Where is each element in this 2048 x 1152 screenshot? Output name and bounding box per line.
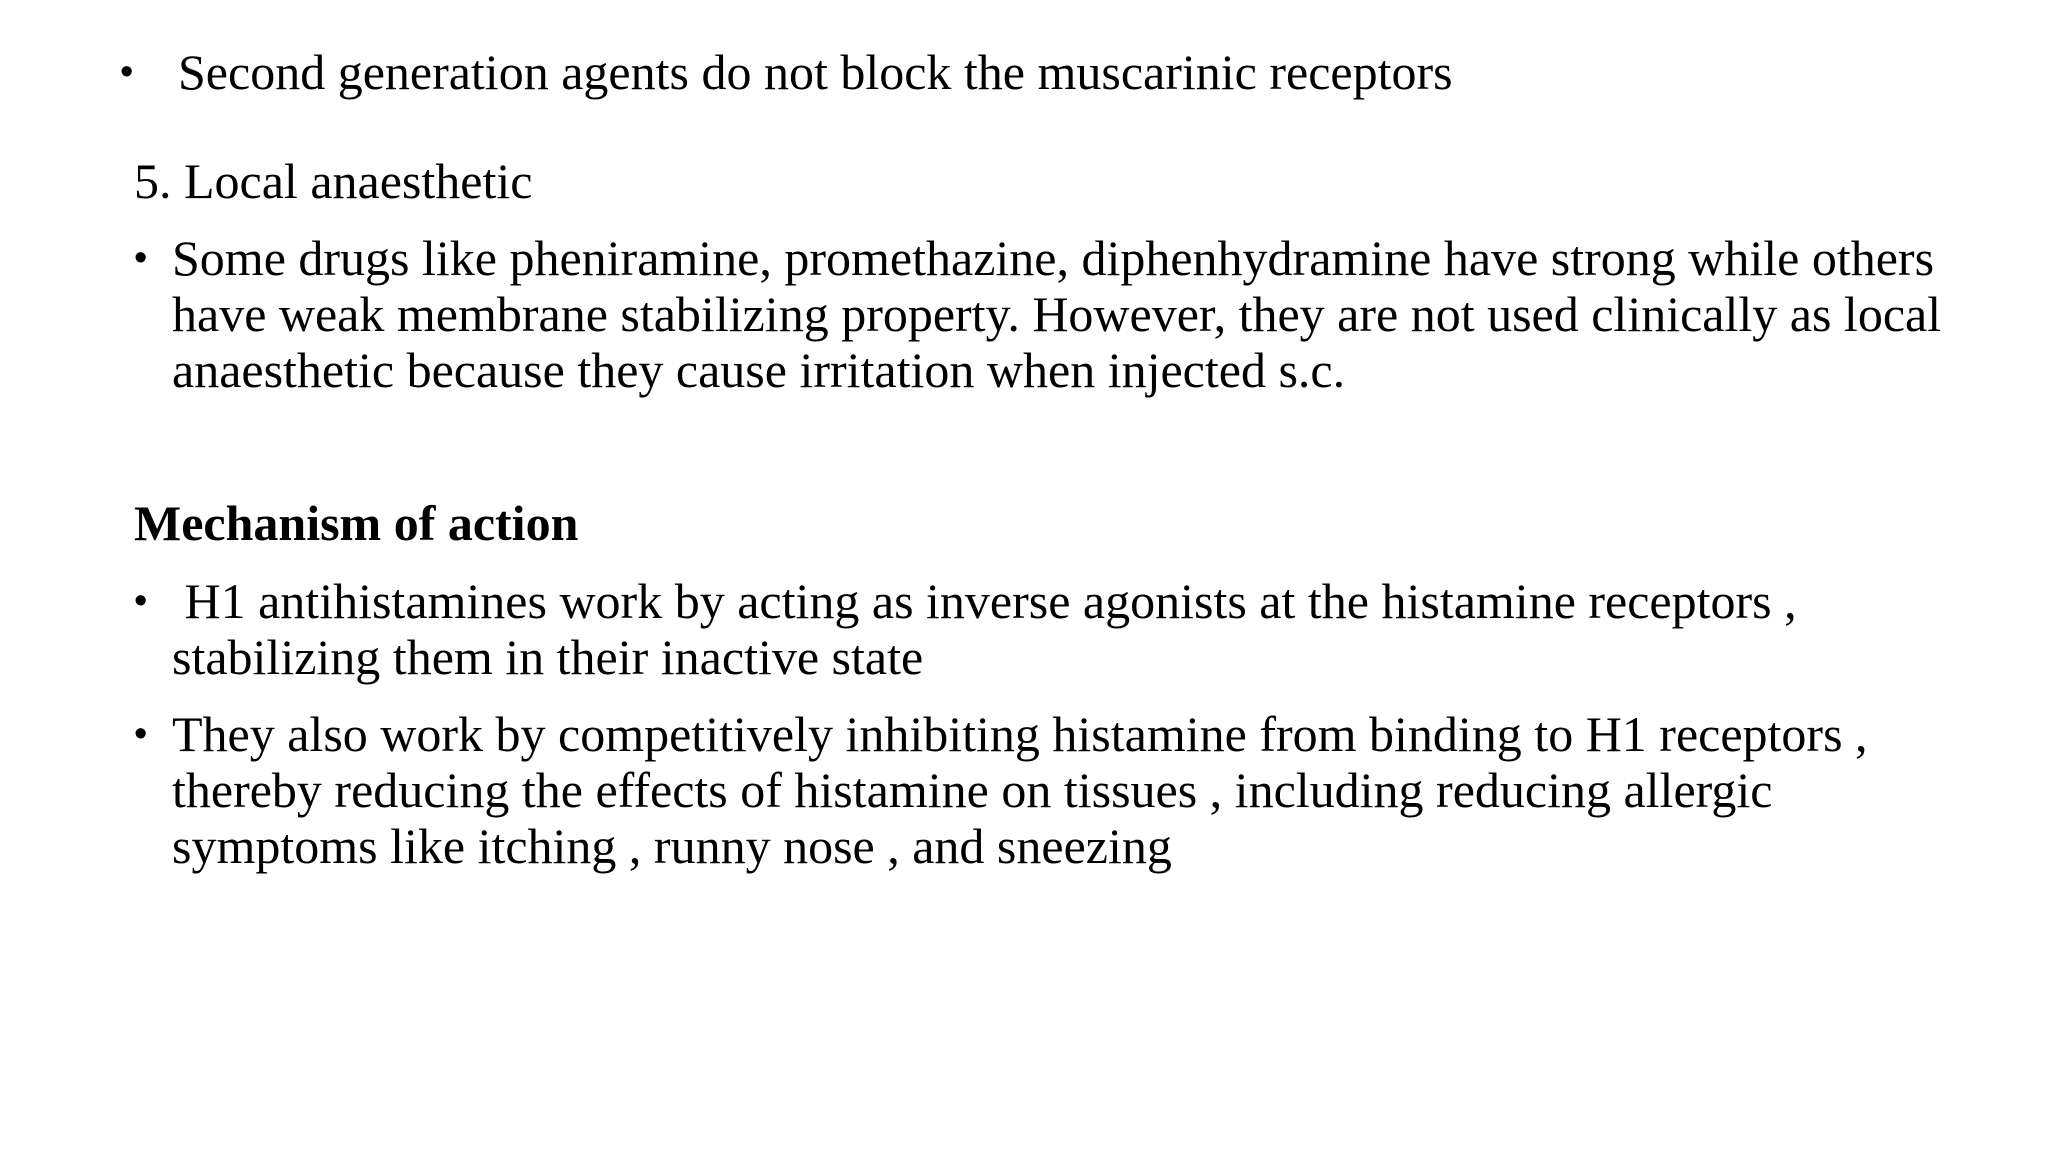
bullet-text-line: They also work by competitively inhibiting histamine from binding to H1 receptors , [172, 706, 1868, 762]
bullet-text: Second generation agents do not block the muscarinic receptors [178, 44, 1453, 100]
bullet-icon: • [134, 237, 148, 279]
section-heading-mechanism: Mechanism of action [134, 495, 579, 551]
bullet-text-line: anaesthetic because they cause irritation when injected s.c. [172, 342, 1346, 398]
bullet-text-line: H1 antihistamines work by acting as inverse agonists at the histamine receptors , [172, 573, 1797, 629]
bullet-icon: • [120, 51, 134, 93]
bullet-text-line: symptoms like itching , runny nose , and sneezing [172, 818, 1172, 874]
bullet-text-line: have weak membrane stabilizing property. However, they are not used clinically as local [172, 286, 1942, 342]
bullet-text-line: thereby reducing the effects of histamine on tissues , including reducing allergic [172, 762, 1773, 818]
bullet-icon: • [134, 580, 148, 622]
bullet-text [172, 573, 1797, 685]
bullet-text-line: stabilizing them in their inactive state [172, 629, 924, 685]
section-heading-local-anaesthetic: 5. Local anaesthetic [134, 153, 533, 209]
bullet-text-line: Some drugs like pheniramine, promethazine, diphenhydramine have strong while others [172, 230, 1935, 286]
bullet-text [172, 230, 1941, 398]
bullet-text [172, 706, 1868, 874]
bullet-icon: • [134, 713, 148, 755]
